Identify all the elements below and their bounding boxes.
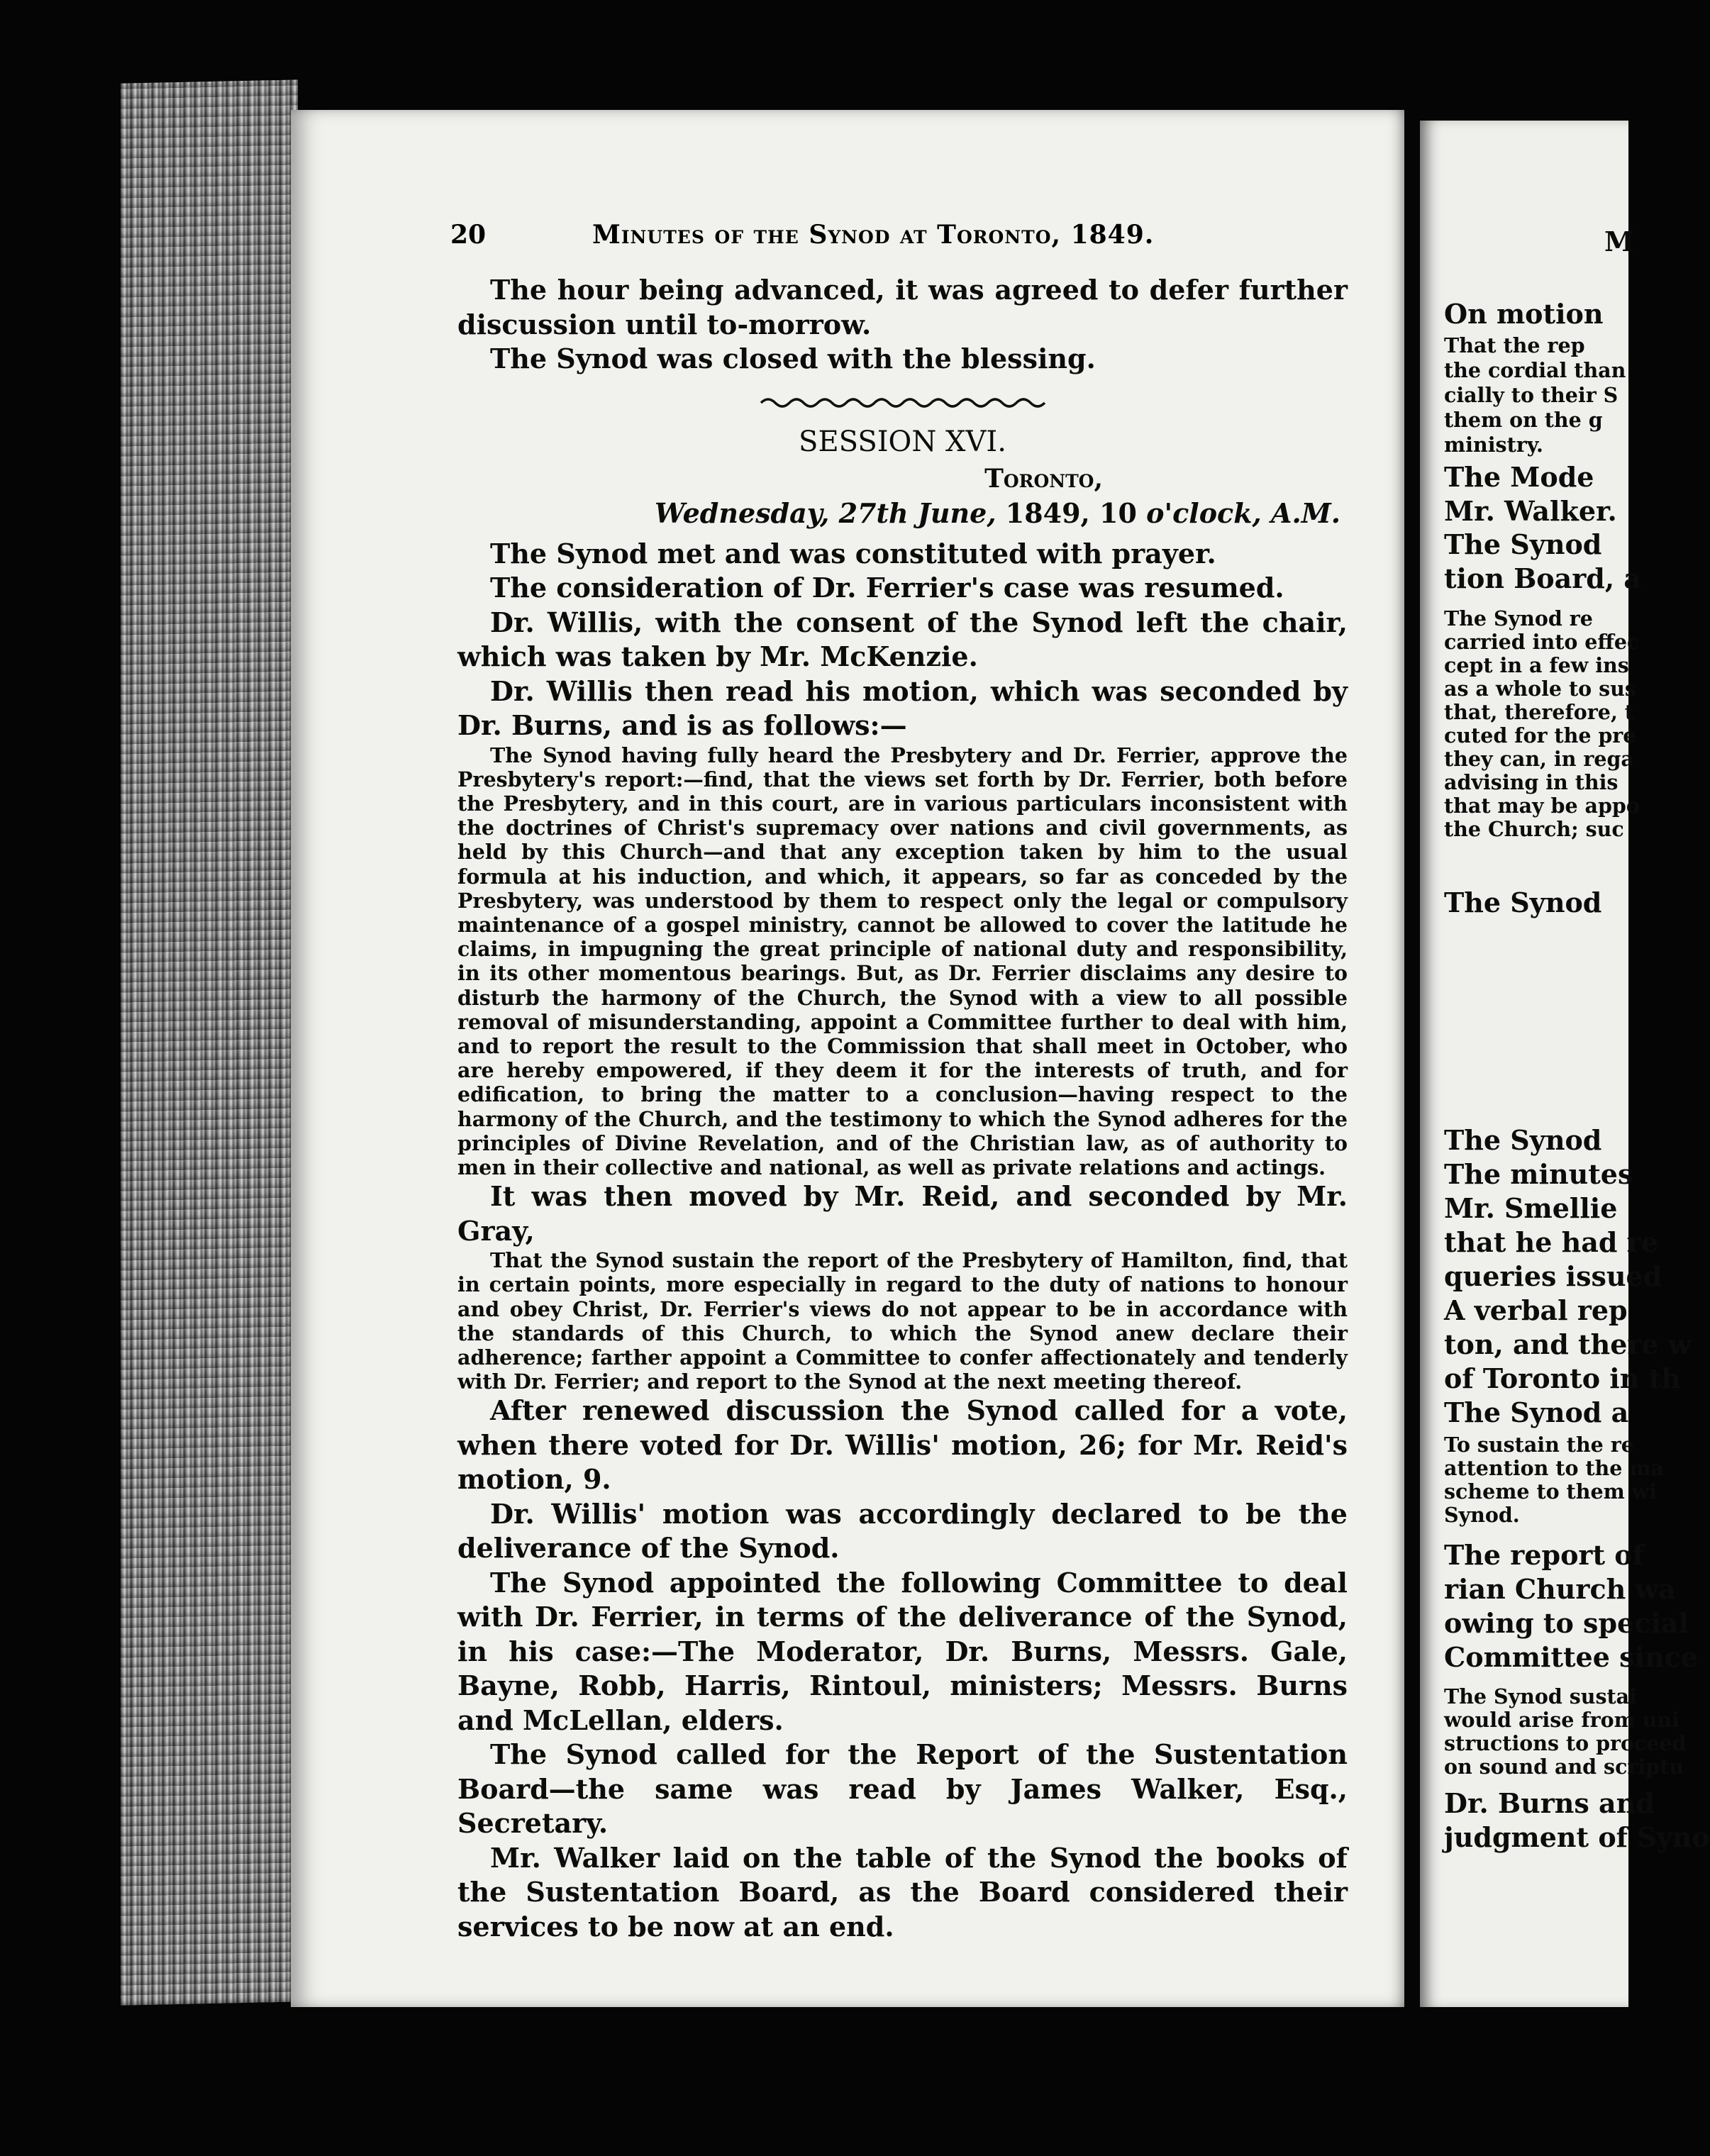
right-page-line: Dr. Burns and xyxy=(1444,1787,1655,1819)
right-page-line: The Mode xyxy=(1444,461,1594,493)
right-page-line: that he had re xyxy=(1444,1226,1658,1258)
right-page-line: The Synod xyxy=(1444,887,1602,918)
right-page-line: advising in this xyxy=(1444,770,1619,794)
page-number: 20 xyxy=(450,220,487,250)
motion-text: The Synod having fully heard the Presbytery and Dr. Ferrier, approve the Presbytery's report:—find, that the views set forth by Dr. Ferrier, both before the Presbytery, and in this court, are in various particulars inconsistent with the doctrines of Christ's supremacy over nations and civil governments, as held by this Church—and that any exception taken by him to the usual formula at his induction, and which, it appears, so far as conceded by the Presbytery, was understood by them to respect only the legal or compulsory maintenance of a gospel ministry, cannot be allowed to cover the latitude he claims, in impugning the great principle of national duty and responsibility, in its other momentous bearings. But, as Dr. Ferrier disclaims any desire to disturb the harmony of the Church, the Synod with a view to all possible removal of misunderstanding, appoint a Committee further to deal with him, and to report the result to the Commission that shall meet in October, who are hereby empowered, if they deem it for the interests of truth, and for edification, to bring the matter to a conclusion—having respect to the harmony of the Church, and the testimony to which the Synod adheres for the principles of Divine Revelation, and of the Christian law, as of authority to men in their collective and national, as well as private relations and actings. xyxy=(457,743,1348,1179)
right-page-line: cially to their S xyxy=(1444,383,1619,407)
right-page-line: structions to proceed xyxy=(1444,1731,1687,1755)
right-page-line: The Synod sustai xyxy=(1444,1684,1637,1708)
paragraph: Dr. Willis, with the consent of the Synod left the chair, which was taken by Mr. McKenzie. xyxy=(457,606,1348,672)
paragraph: Mr. Walker laid on the table of the Synod the books of the Sustentation Board, as the Board considered their services to be now at an end. xyxy=(457,1841,1348,1943)
right-page-line: The Synod re xyxy=(1444,606,1593,630)
page-header xyxy=(450,220,1387,262)
right-page-line: the Church; suc xyxy=(1444,817,1624,841)
left-page-body xyxy=(457,273,1348,1944)
paragraph: The Synod called for the Report of the Sustentation Board—the same was read by James Walker, Esq., Secretary. xyxy=(457,1738,1348,1840)
paragraph: After renewed discussion the Synod called for a vote, when there voted for Dr. Willis' motion, 26; for Mr. Reid's motion, 9. xyxy=(457,1394,1348,1496)
paragraph: It was then moved by Mr. Reid, and seconded by Mr. Gray, xyxy=(457,1180,1348,1247)
right-page-line: The Synod a xyxy=(1444,1396,1629,1428)
session-title: SESSION XVI. xyxy=(799,425,1006,458)
right-page-line: Committee since xyxy=(1444,1641,1698,1673)
date-year: 1849, xyxy=(1005,496,1090,529)
right-page-line: queries issued xyxy=(1444,1260,1662,1292)
section-divider-ornament xyxy=(457,392,1348,415)
right-page-line: The minutes xyxy=(1444,1158,1633,1190)
running-head: Minutes of the Synod at Toronto, 1849. xyxy=(592,220,1155,250)
right-page-line: A verbal rep xyxy=(1444,1294,1628,1326)
paragraph: The hour being advanced, it was agreed to defer further discussion until to-morrow. xyxy=(457,274,1348,340)
right-page-line: that, therefore, t xyxy=(1444,700,1634,724)
right-page-line: To sustain the re xyxy=(1444,1433,1634,1457)
page-edges xyxy=(121,79,298,2005)
right-page-line: Mr. Walker. xyxy=(1444,495,1617,527)
right-page-line: Mr. Smellie xyxy=(1444,1192,1618,1224)
paragraph: The Synod was closed with the blessing. xyxy=(490,343,1096,374)
right-page-line: rian Church wa xyxy=(1444,1573,1676,1605)
right-page-line: The Synod xyxy=(1444,528,1602,560)
right-page-line: attention to the ma xyxy=(1444,1456,1664,1480)
session-place: Toronto, xyxy=(984,463,1103,494)
right-page-line: of Toronto in th xyxy=(1444,1362,1681,1394)
right-page-line: the cordial than xyxy=(1444,358,1626,382)
session-dateline xyxy=(457,496,1348,531)
right-page-line: owing to special xyxy=(1444,1607,1689,1639)
right-page-line: ministry. xyxy=(1444,433,1543,457)
right-page-line: cuted for the pre xyxy=(1444,723,1636,748)
right-page-line: them on the g xyxy=(1444,408,1603,432)
right-page-line: scheme to them wi xyxy=(1444,1479,1658,1504)
paragraph: Dr. Willis' motion was accordingly declared to be the deliverance of the Synod. xyxy=(457,1497,1348,1565)
right-page-line: cept in a few ins xyxy=(1444,653,1629,677)
right-page-line: That the rep xyxy=(1444,333,1585,357)
right-page-line: judgment of Syno xyxy=(1444,1821,1710,1853)
right-page-line: would arise from uni xyxy=(1444,1708,1680,1732)
date-hour: 10 xyxy=(1099,496,1137,529)
right-page-line: The Synod xyxy=(1444,1124,1602,1156)
right-page-line: tion Board, a xyxy=(1444,562,1641,594)
right-page-line: carried into effec xyxy=(1444,630,1640,654)
motion-text: That the Synod sustain the report of the Presbytery of Hamilton, find, that in certain points, more especially in regard to the duty of nations to honour and obey Christ, Dr. Ferrier's views do not appear to be in accordance with the standards of this Church, to which the Synod anew declare their adherence; farther appoint a Committee to confer affectionately and tenderly with Dr. Ferrier; and report to the Synod at the next meeting thereof. xyxy=(457,1248,1348,1394)
right-page-line: On motion xyxy=(1444,298,1604,330)
right-page-line: The report of xyxy=(1444,1539,1644,1571)
right-page-line: as a whole to sus xyxy=(1444,677,1636,701)
right-page-line: on sound and scriptu xyxy=(1444,1755,1684,1779)
paragraph: Dr. Willis then read his motion, which was seconded by Dr. Burns, and is as follows:— xyxy=(457,674,1348,741)
right-page-line: Synod. xyxy=(1444,1503,1520,1527)
paragraph: The Synod appointed the following Committee to deal with Dr. Ferrier, in terms of the deliverance of the Synod, in his case:—The Moderator, Dr. Burns, Messrs. Gale, Bayne, Robb, Harris, Rintoul, ministers; Messrs. Burns and McLellan, elders. xyxy=(457,1566,1348,1736)
right-page-line: they can, in rega xyxy=(1444,747,1634,771)
date-day: Wednesday, 27th June, xyxy=(655,496,996,529)
paragraph: The consideration of Dr. Ferrier's case was resumed. xyxy=(490,572,1284,604)
date-time: o'clock, A.M. xyxy=(1146,496,1340,529)
right-page-line: ton, and there w xyxy=(1444,1328,1692,1360)
paragraph: The Synod met and was constituted with prayer. xyxy=(490,537,1216,569)
right-page-line: that may be appo xyxy=(1444,794,1640,818)
session-minutes xyxy=(457,537,1348,1945)
right-running-head-fragment: M xyxy=(1604,226,1635,257)
